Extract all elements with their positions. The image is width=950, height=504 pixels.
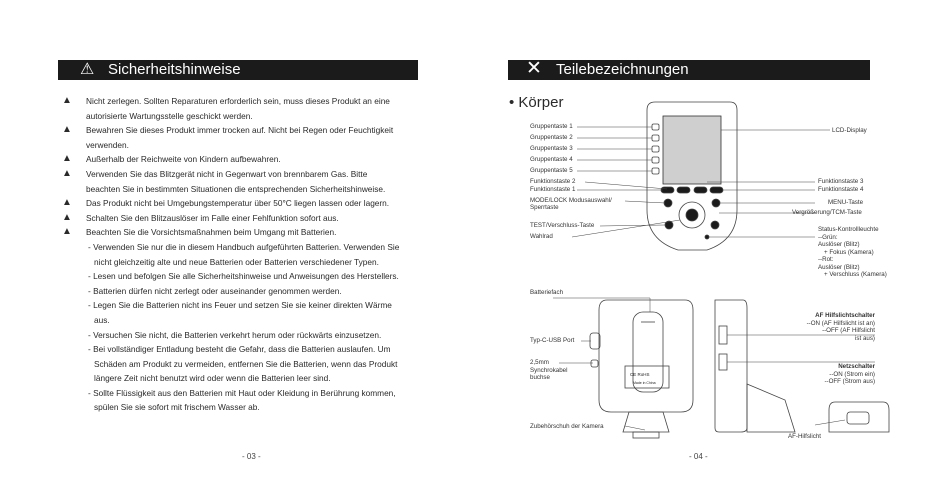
status-line: --Rot: — [818, 256, 834, 263]
warning-icon: ▲ — [62, 197, 72, 209]
label-af-switch — [795, 312, 875, 342]
zoom-button — [711, 221, 719, 229]
safety-list — [62, 94, 442, 415]
status-line: Auslöser (Blitz) — [818, 263, 860, 271]
af-switch-line: ist aus) — [855, 334, 875, 342]
power-line: Netzschalter — [838, 363, 875, 370]
subitem-text: - Versuchen Sie nicht, die Batterien verkehrt herum oder rückwärts einzusetzen. — [88, 329, 382, 340]
label-hot-shoe: Zubehörschuh der Kamera — [530, 423, 604, 430]
function-buttons — [661, 187, 723, 193]
af-light-housing — [829, 402, 889, 432]
af-switch-line: AF Hilfslichtschalter — [815, 312, 875, 319]
menu-button — [712, 199, 720, 207]
subitem-text: - Lesen und befolgen Sie alle Sicherheitshinweise und Anweisungen des Herstellers. — [88, 271, 399, 282]
label-function-button-4: Funktionstaste 4 — [818, 186, 864, 193]
status-line: Status-Kontrollleuchte — [818, 226, 879, 233]
af-switch-line: --OFF (AF Hilfslicht — [822, 327, 875, 334]
warning-icon: ▲ — [62, 153, 72, 165]
subitem-text: nicht gleichzeitig alte und neue Batterien oder Batterien verschiedener Typen. — [94, 256, 379, 267]
safety-item — [62, 211, 442, 226]
label-lcd: LCD-Display — [832, 127, 867, 134]
label-power-switch — [795, 363, 875, 386]
af-switch-line: --ON (AF Hilfslicht ist an) — [806, 319, 875, 327]
lcd-screen — [663, 116, 721, 184]
label-group-button-5: Gruppentaste 5 — [530, 167, 573, 174]
subitem-text: längere Zeit nicht benutzt wird oder wenn die Batterien leer sind. — [94, 373, 331, 384]
safety-item — [62, 94, 442, 123]
label-usb-port: Typ-C-USB Port — [530, 337, 575, 344]
warning-icon: ▲ — [62, 226, 72, 238]
safety-text: autorisierte Wartungsstelle geschickt werden. — [86, 110, 253, 121]
subitem-text: - Verwenden Sie nur die in diesem Handbuch aufgeführten Batterien. Verwenden Sie — [88, 241, 400, 252]
back-body-outline — [599, 300, 693, 412]
subitem-text: spülen Sie sie sofort mit frischem Wasser ab. — [94, 402, 260, 413]
page-number: - 04 - — [689, 452, 708, 461]
made-in-text: Made in China — [633, 381, 656, 385]
safety-text: Das Produkt nicht bei Umgebungstemperatur über 50°C liegen lassen oder lagern. — [86, 198, 390, 209]
label-battery: Batteriefach — [530, 289, 564, 296]
warning-icon: ▲ — [62, 211, 72, 223]
subitem-text: - Batterien dürfen nicht zerlegt oder auseinander genommen werden. — [88, 285, 342, 296]
battery-subitem — [62, 269, 442, 284]
label-group-button-2: Gruppentaste 2 — [530, 134, 573, 141]
safety-item — [62, 123, 442, 152]
subitem-text: - Legen Sie die Batterien nicht ins Feuer und setzen Sie sie keiner direkten Wärme — [88, 300, 392, 311]
label-menu-button: MENU-Taste — [828, 199, 864, 206]
label-status-led — [818, 226, 887, 279]
side-foot — [747, 384, 795, 432]
label-zoom-button: Vergrößerung/TCM-Taste — [792, 209, 862, 216]
power-line: --OFF (Strom aus) — [824, 378, 875, 385]
battery-subitem — [62, 342, 442, 386]
label-function-button-1: Funktionstaste 1 — [530, 186, 576, 193]
sync-port — [591, 360, 598, 367]
page-number: - 03 - — [242, 452, 261, 461]
usb-port — [590, 333, 600, 349]
status-line: --Grün: — [818, 233, 838, 241]
status-line: + Verschluss (Kamera) — [824, 271, 887, 278]
status-line: + Fokus (Kamera) — [824, 248, 874, 256]
label-function-button-3: Funktionstaste 3 — [818, 178, 864, 185]
power-line: --ON (Strom ein) — [829, 370, 875, 378]
safety-text: Bewahren Sie dieses Produkt immer trocken auf. Nicht bei Regen oder Feuchtigkeit — [86, 125, 394, 136]
section-title: • Körper — [509, 94, 564, 111]
right-page — [475, 0, 950, 504]
warning-icon: ▲ — [62, 124, 72, 136]
label-mode-lock-2: Sperrtaste — [530, 204, 559, 211]
group-buttons — [652, 124, 659, 174]
parts-title: Teilebezeichnungen — [556, 61, 689, 78]
status-led — [705, 235, 709, 239]
af-light-window — [847, 412, 869, 424]
battery-subitem — [62, 284, 442, 299]
battery-subitem — [62, 386, 442, 415]
sync-line: 2,5mm — [530, 359, 549, 366]
safety-item — [62, 225, 442, 240]
safety-item — [62, 167, 442, 196]
hot-shoe-foot — [623, 412, 669, 432]
battery-subitem — [62, 328, 442, 343]
battery-subitem — [62, 240, 442, 269]
status-line: Auslöser (Blitz) — [818, 241, 860, 248]
label-select-dial: Wahlrad — [530, 233, 553, 240]
warning-icon: ⚠ — [80, 61, 95, 78]
select-dial-center — [686, 209, 698, 221]
subitem-text: - Sollte Flüssigkeit aus den Batterien mit Haut oder Kleidung in Berührung kommen, — [88, 387, 396, 398]
safety-title: Sicherheitshinweise — [108, 61, 241, 78]
mode-button — [664, 199, 672, 207]
label-mode-lock: MODE/LOCK Modusauswahl/ — [530, 197, 612, 204]
safety-banner — [58, 60, 418, 80]
battery-cover — [633, 312, 663, 392]
af-switch — [719, 326, 727, 344]
side-body-outline — [715, 300, 747, 432]
safety-text: verwenden. — [86, 139, 129, 150]
label-test-button: TEST/Verschluss-Taste — [530, 222, 595, 229]
safety-text: Nicht zerlegen. Sollten Reparaturen erforderlich sein, muss dieses Produkt an eine — [86, 96, 390, 106]
battery-subitem — [62, 298, 442, 327]
hot-shoe-plate — [633, 432, 659, 438]
warning-icon: ▲ — [62, 95, 72, 106]
warning-icon: ▲ — [62, 167, 72, 179]
safety-item — [62, 152, 442, 167]
label-af-light: AF-Hilfslicht — [788, 433, 822, 440]
sync-line: buchse — [530, 374, 550, 381]
safety-text: Schalten Sie den Blitzauslöser im Falle einer Fehlfunktion sofort aus. — [86, 212, 339, 223]
sync-line: Synchrokabel — [530, 366, 568, 374]
safety-text: Verwenden Sie das Blitzgerät nicht in Gegenwart von brennbarem Gas. Bitte — [86, 168, 368, 179]
x-mark-icon: ✕ — [526, 58, 542, 79]
safety-text: beachten Sie in bestimmten Situationen die entsprechenden Sicherheitshinweise. — [86, 183, 386, 194]
safety-text: Außerhalb der Reichweite von Kindern aufbewahren. — [86, 154, 281, 165]
safety-text: Beachten Sie die Vorsichtsmaßnahmen beim Umgang mit Batterien. — [86, 227, 337, 238]
label-group-button-3: Gruppentaste 3 — [530, 145, 573, 152]
subitem-text: aus. — [94, 314, 110, 325]
cert-mark-text: CE RoHS — [630, 372, 650, 377]
safety-item — [62, 196, 442, 211]
subitem-text: Schäden am Produkt zu vermeiden, entfernen Sie die Batterien, wenn das Produkt — [94, 358, 398, 369]
power-switch — [719, 354, 727, 370]
label-sync-port — [530, 359, 568, 382]
subitem-text: - Bei vollständiger Entladung besteht die Gefahr, dass die Batterien auslaufen. Um — [88, 344, 391, 355]
label-group-button-4: Gruppentaste 4 — [530, 156, 573, 163]
label-function-button-2: Funktionstaste 2 — [530, 178, 576, 185]
label-group-button-1: Gruppentaste 1 — [530, 123, 573, 130]
